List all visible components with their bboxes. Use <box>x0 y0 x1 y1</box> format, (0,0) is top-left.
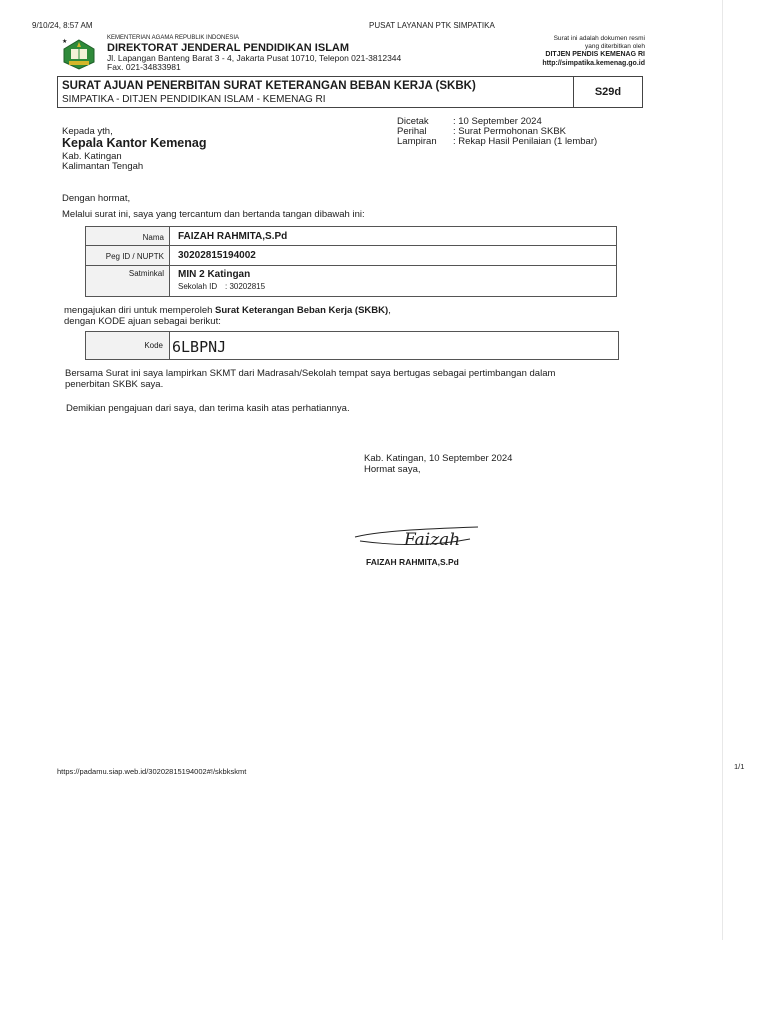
recipient-greeting: Kepada yth, <box>62 126 113 137</box>
letterhead-address: Jl. Lapangan Banteng Barat 3 - 4, Jakarta Pusat 10710, Telepon 021-3812344 <box>107 53 402 63</box>
attachment-note-1: Bersama Surat ini saya lampirkan SKMT dari Madrasah/Sekolah tempat saya bertugas sebagai pertimbangan dalam <box>65 368 556 379</box>
kemenag-logo-icon <box>62 38 96 70</box>
printed-value: : 10 September 2024 <box>453 116 542 127</box>
kode-value: 6LBPNJ <box>172 338 227 356</box>
attachment-value: : Rekap Hasil Penilaian (1 lembar) <box>453 136 598 147</box>
ministry-name: KEMENTERIAN AGAMA REPUBLIK INDONESIA <box>107 35 240 41</box>
signature-image <box>350 515 485 555</box>
place-date: Kab. Katingan, 10 September 2024 <box>364 453 513 464</box>
school-id-value: : 30202815 <box>225 282 266 291</box>
id-label: Peg ID / NUPTK <box>86 246 170 265</box>
name-value: FAIZAH RAHMITA,S.Pd <box>178 231 288 242</box>
request-text-before: mengajukan diri untuk memperoleh <box>64 305 216 316</box>
print-timestamp: 9/10/24, 8:57 AM <box>32 21 93 30</box>
logo-star-icon: ★ <box>62 39 68 45</box>
recipient-province: Kalimantan Tengah <box>62 161 144 172</box>
recipient-regency: Kab. Katingan <box>62 151 122 162</box>
identity-table <box>85 226 617 297</box>
request-line-2: dengan KODE ajuan sebagai berikut: <box>64 316 221 327</box>
recipient-name: Kepala Kantor Kemenag <box>62 136 207 150</box>
signer-name: FAIZAH RAHMITA,S.Pd <box>366 557 459 567</box>
printed-label: Dicetak <box>397 116 429 127</box>
subject-label: Perihal <box>397 126 427 137</box>
identity-row-school <box>86 266 616 296</box>
salutation: Dengan hormat, <box>62 193 131 204</box>
print-header-title: PUSAT LAYANAN PTK SIMPATIKA <box>369 21 495 30</box>
page-number: 1/1 <box>734 762 745 771</box>
identity-row-name <box>86 227 616 246</box>
directorate-name: DIREKTORAT JENDERAL PENDIDIKAN ISLAM <box>107 42 350 54</box>
issuer-name: DITJEN PENDIS KEMENAG RI <box>545 51 645 58</box>
school-id-label: Sekolah ID <box>178 282 218 291</box>
identity-row-id <box>86 246 616 266</box>
document-title: SURAT AJUAN PENERBITAN SURAT KETERANGAN BEBAN KERJA (SKBK) <box>62 80 476 92</box>
school-value: MIN 2 Katingan <box>178 269 251 280</box>
kode-label: Kode <box>86 332 170 359</box>
official-note-2: yang diterbitkan oleh <box>585 43 645 50</box>
footer-url: https://padamu.siap.web.id/30202815194002#!/skbkskmt <box>57 767 247 776</box>
attachment-note-2: penerbitan SKBK saya. <box>65 379 164 390</box>
issuer-url: http://simpatika.kemenag.go.id <box>542 60 645 67</box>
school-label: Satminkal <box>86 266 170 296</box>
subject-value: : Surat Permohonan SKBK <box>453 126 567 137</box>
scan-edge <box>722 0 723 940</box>
id-value: 30202815194002 <box>178 250 256 261</box>
request-line-1 <box>64 305 391 316</box>
document-title-box <box>57 76 643 108</box>
intro-text: Melalui surat ini, saya yang tercantum dan bertanda tangan dibawah ini: <box>62 209 365 220</box>
signature-script: Faizah <box>404 530 461 550</box>
closing-text: Demikian pengajuan dari saya, dan terima kasih atas perhatiannya. <box>66 403 350 414</box>
official-note-1: Surat ini adalah dokumen resmi <box>553 35 645 42</box>
kode-box <box>85 331 619 360</box>
request-text-bold: Surat Keterangan Beban Kerja (SKBK) <box>215 305 389 316</box>
name-label: Nama <box>86 227 170 245</box>
document-code: S29d <box>573 77 642 107</box>
letterhead-fax: Fax. 021-34833981 <box>107 62 181 72</box>
regards: Hormat saya, <box>364 464 421 475</box>
document-subtitle: SIMPATIKA - DITJEN PENDIDIKAN ISLAM - KEMENAG RI <box>62 94 326 105</box>
attachment-label: Lampiran <box>397 136 437 147</box>
request-text-after: , <box>388 305 391 316</box>
